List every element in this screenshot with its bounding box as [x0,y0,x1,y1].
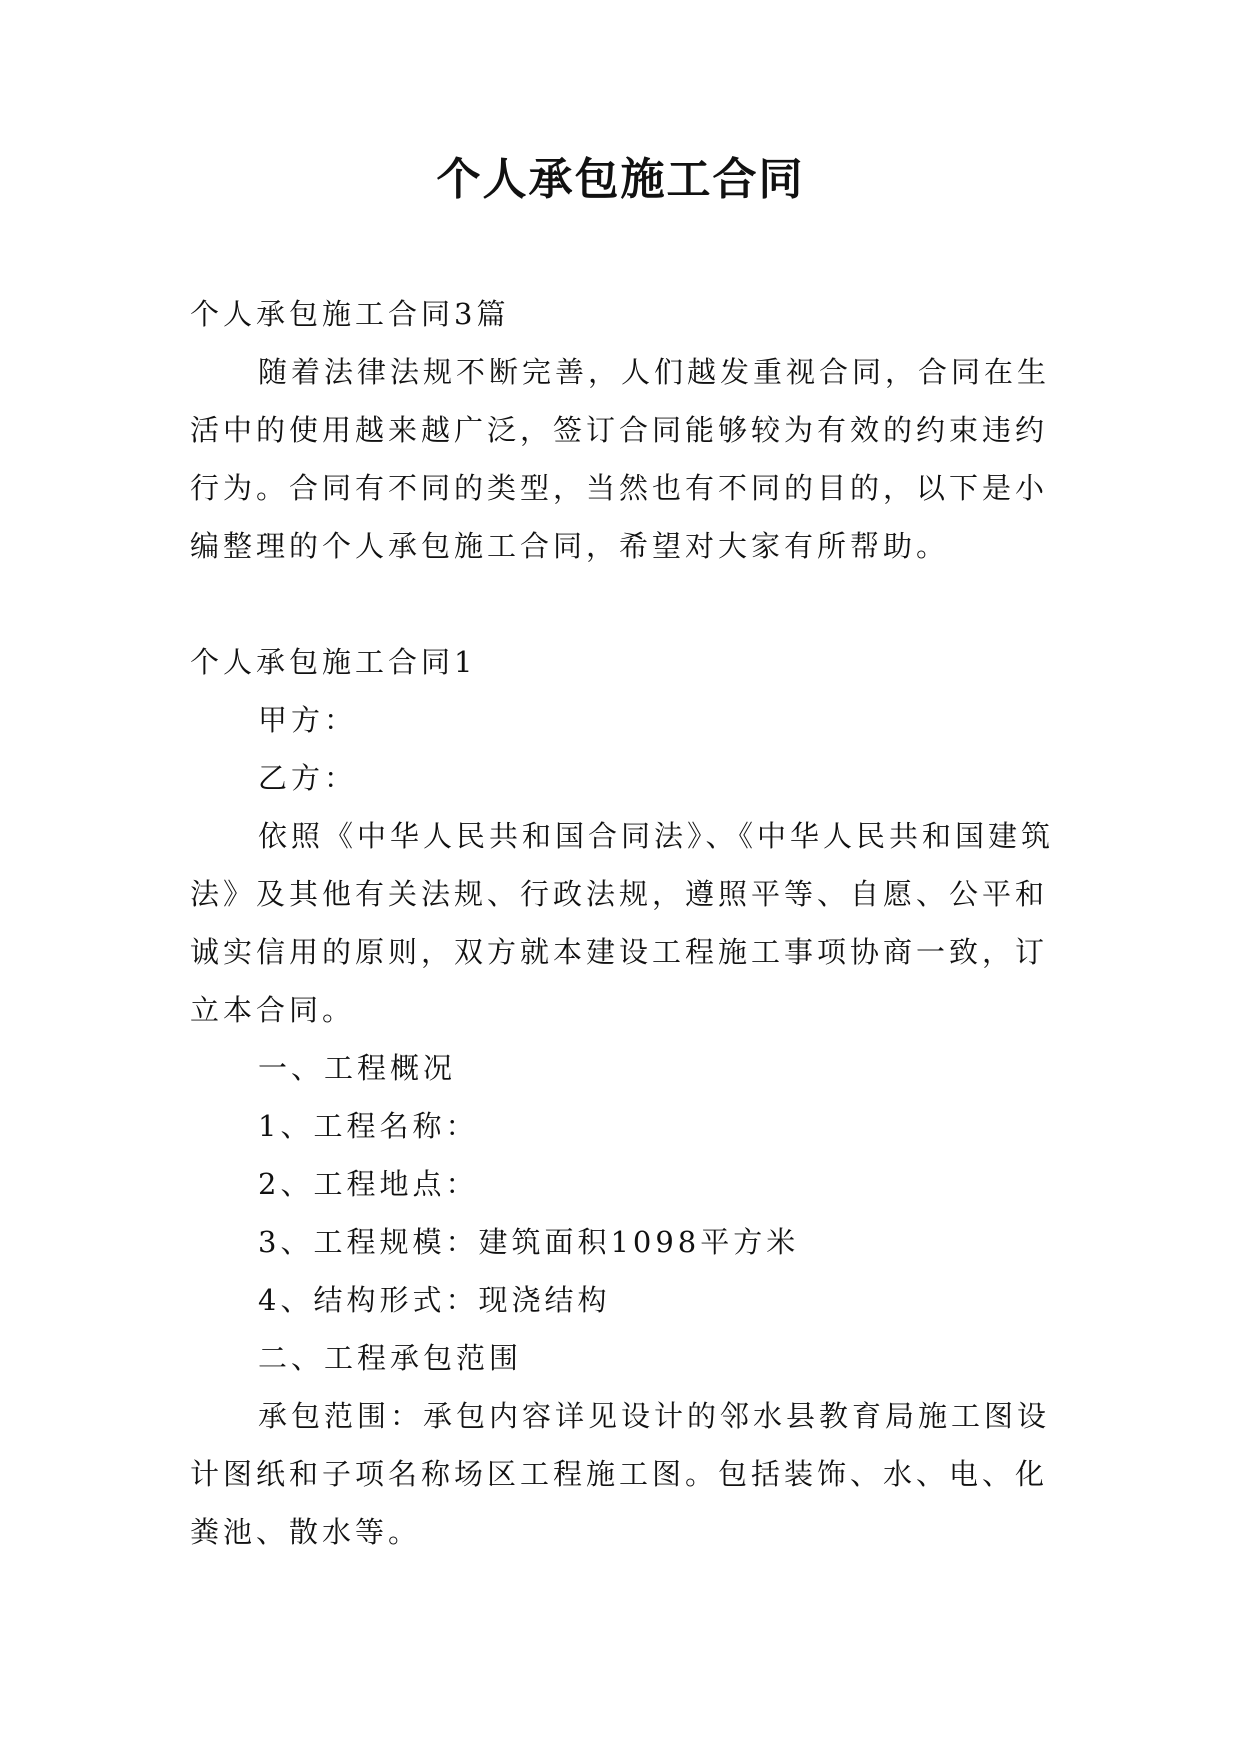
part1-item: 3、工程规模：建筑面积1098平方米 [258,1225,800,1259]
basis-line: 诚实信用的原则，双方就本建设工程施工事项协商一致，订 [190,935,1049,969]
document-title: 个人承包施工合同 [436,154,805,205]
party-a-label: 甲方： [258,703,358,737]
scope-line: 计图纸和子项名称场区工程施工图。包括装饰、水、电、化 [190,1457,1049,1491]
basis-line: 法》及其他有关法规、行政法规，遵照平等、自愿、公平和 [190,877,1049,911]
intro-line: 活中的使用越来越广泛，签订合同能够较为有效的约束违约 [190,413,1049,447]
part1-item: 1、工程名称： [258,1109,479,1143]
scope-line: 承包范围：承包内容详见设计的邻水县教育局施工图设 [258,1399,1051,1433]
intro-line: 随着法律法规不断完善，人们越发重视合同，合同在生 [258,355,1051,389]
part1-item: 4、结构形式：现浇结构 [258,1283,611,1317]
basis-line: 依照《中华人民共和国合同法》、《中华人民共和国建筑 [258,819,1055,853]
part1-item: 2、工程地点： [258,1167,479,1201]
part1-heading: 一、工程概况 [258,1051,457,1085]
section-heading: 个人承包施工合同1 [190,645,477,679]
part2-heading: 二、工程承包范围 [258,1341,523,1375]
basis-line: 立本合同。 [190,993,356,1027]
document-body [190,285,1055,1561]
paragraph-spacer [190,575,1050,633]
scope-line: 粪池、散水等。 [190,1515,422,1549]
intro-line: 行为。合同有不同的类型，当然也有不同的目的，以下是小 [190,471,1049,505]
document-subtitle: 个人承包施工合同3篇 [190,297,510,331]
intro-line: 编整理的个人承包施工合同，希望对大家有所帮助。 [190,529,950,563]
party-b-label: 乙方： [258,761,358,795]
